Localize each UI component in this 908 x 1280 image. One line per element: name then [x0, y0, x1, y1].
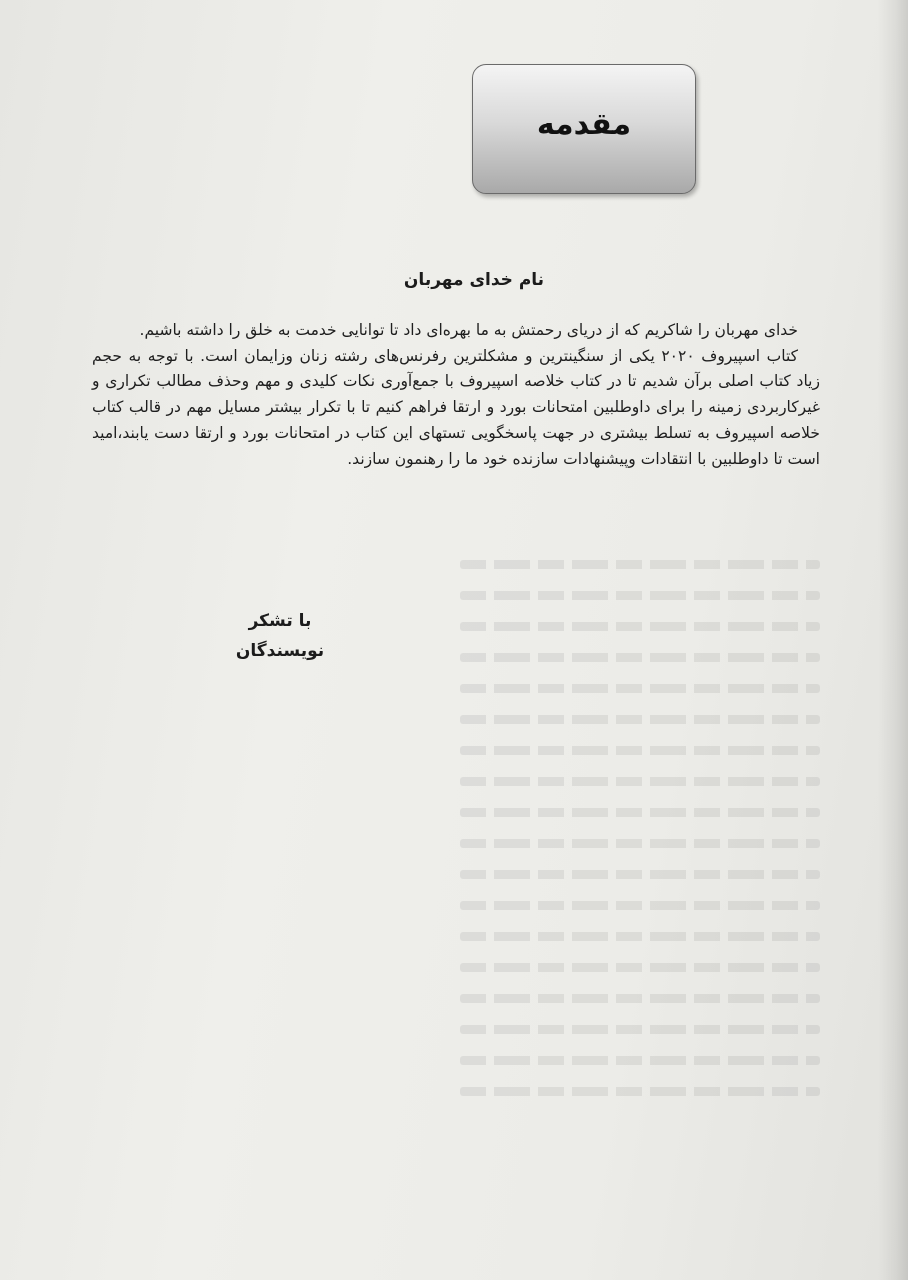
page-edge-shadow	[878, 0, 908, 1280]
signature-block	[200, 606, 360, 666]
reverse-page-bleed-through	[460, 560, 820, 1180]
closing-authors: نویسندگان	[235, 641, 325, 661]
heading-box	[472, 64, 696, 194]
paragraph-1: خدای مهربان را شاکریم که از دریای رحمتش به ما بهره‌ای داد تا توانایی خدمت به خلق را داشته باشیم.	[139, 321, 798, 339]
paragraph-2: کتاب اسپیروف ۲۰۲۰ یکی از سنگینترین و مشکلترین رفرنس‌های رشته زنان وزایمان است. با توجه به حجم زیاد کتاب اصلی برآن شدیم تا در کتاب خلاصه اسپیروف با جمع‌آوری نکات کلیدی و مهم وحذف مطالب تکراری و غیرکاربردی زمینه را برای داوطلبین امتحانات بورد و ارتقا فراهم کنیم تا با تکرار بیشتر مسایل مهم در قالب کتاب خلاصه اسپیروف به تسلط بیشتری در جهت پاسخگویی تستهای این کتاب در امتحانات بورد و ارتقا دست یابند،امید است تا داوطلبین با انتقادات وپیشنهادات سازنده خود ما را رهنمون سازند.	[92, 346, 820, 468]
subtitle: نام خدای مهربان	[403, 270, 545, 290]
intro-body	[92, 318, 820, 472]
page-title: مقدمه	[536, 106, 632, 142]
closing-thanks: با تشکر	[248, 611, 312, 631]
